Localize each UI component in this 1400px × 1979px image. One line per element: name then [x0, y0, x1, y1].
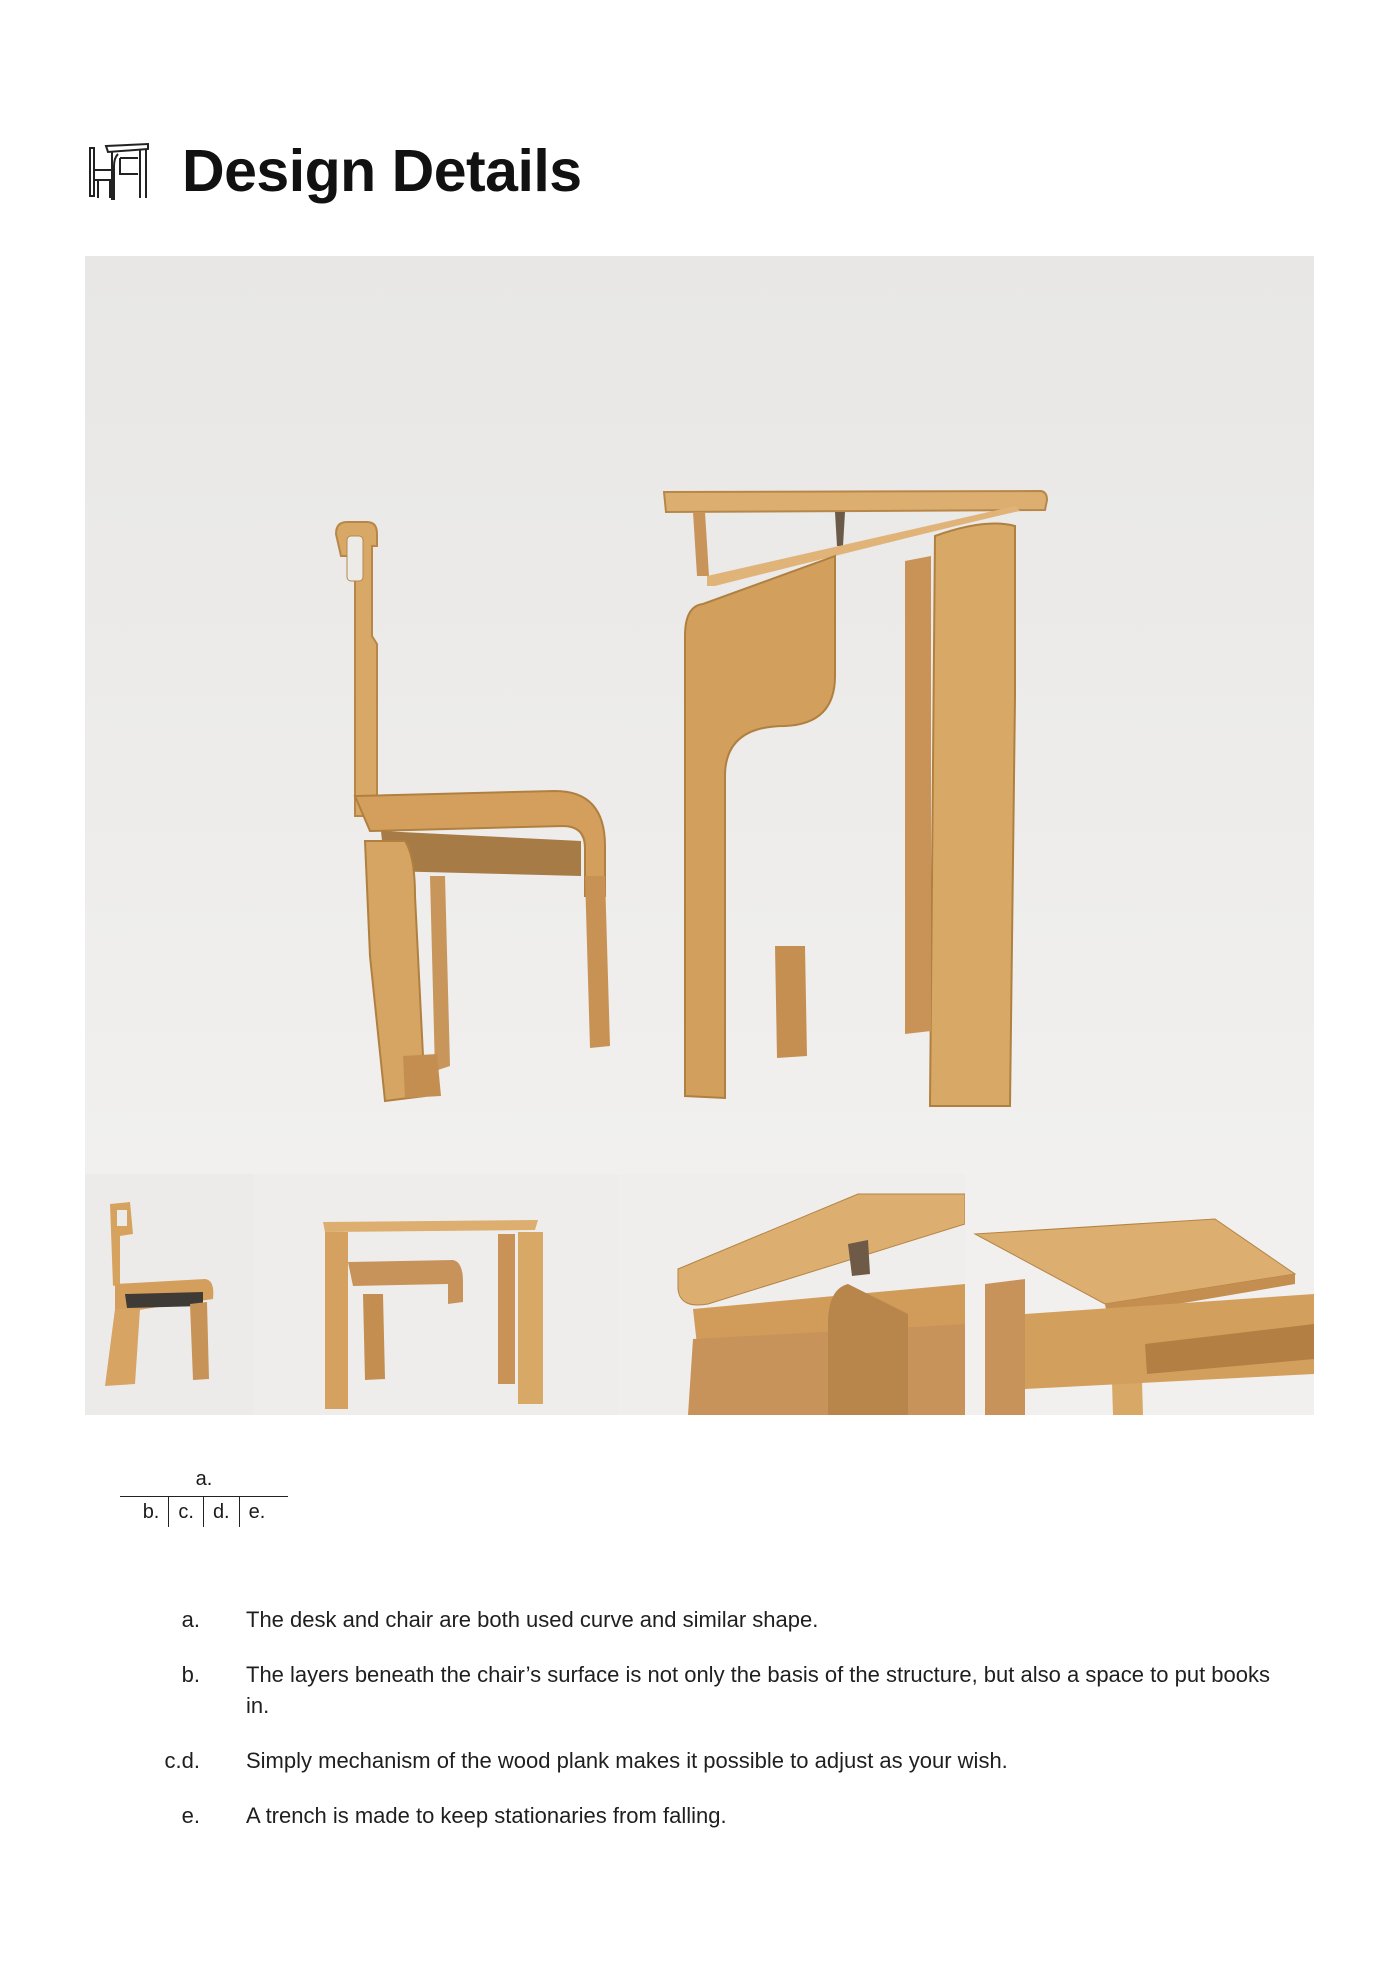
main-product-photo — [85, 256, 1314, 1174]
thumbnail-chair-b — [85, 1174, 253, 1415]
page-header — [84, 136, 582, 206]
legend-label-a: a. — [195, 1468, 213, 1490]
note-text: Simply mechanism of the wood plank makes it possible to adjust as your wish. — [246, 1748, 1008, 1773]
note-item — [140, 1659, 1300, 1721]
legend-label-c: c. — [168, 1497, 203, 1527]
note-key: e. — [181, 1803, 200, 1828]
legend-label-d: d. — [203, 1497, 239, 1527]
thumbnail-desk-c — [253, 1174, 618, 1415]
note-text: The desk and chair are both used curve and similar shape. — [246, 1607, 819, 1632]
legend-label-b: b. — [142, 1501, 160, 1523]
note-text: A trench is made to keep stationaries from falling. — [246, 1803, 727, 1828]
thumbnail-mechanism-d — [618, 1174, 965, 1415]
photo-legend-key — [120, 1464, 288, 1527]
note-key: c.d. — [164, 1748, 200, 1773]
note-item — [140, 1604, 1300, 1635]
thumbnail-strip — [85, 1174, 1314, 1415]
note-item — [140, 1745, 1300, 1776]
thumbnail-trench-e — [965, 1174, 1314, 1415]
legend-label-e: e. — [239, 1497, 275, 1527]
desk-chair-icon — [84, 136, 154, 206]
note-item — [140, 1800, 1300, 1831]
note-text: The layers beneath the chair’s surface is not only the basis of the structure, but also a space to put books in. — [246, 1662, 1270, 1718]
page-title: Design Details — [182, 138, 582, 204]
note-key: a. — [181, 1607, 200, 1632]
design-notes-list — [140, 1604, 1300, 1855]
note-key: b. — [181, 1662, 200, 1687]
